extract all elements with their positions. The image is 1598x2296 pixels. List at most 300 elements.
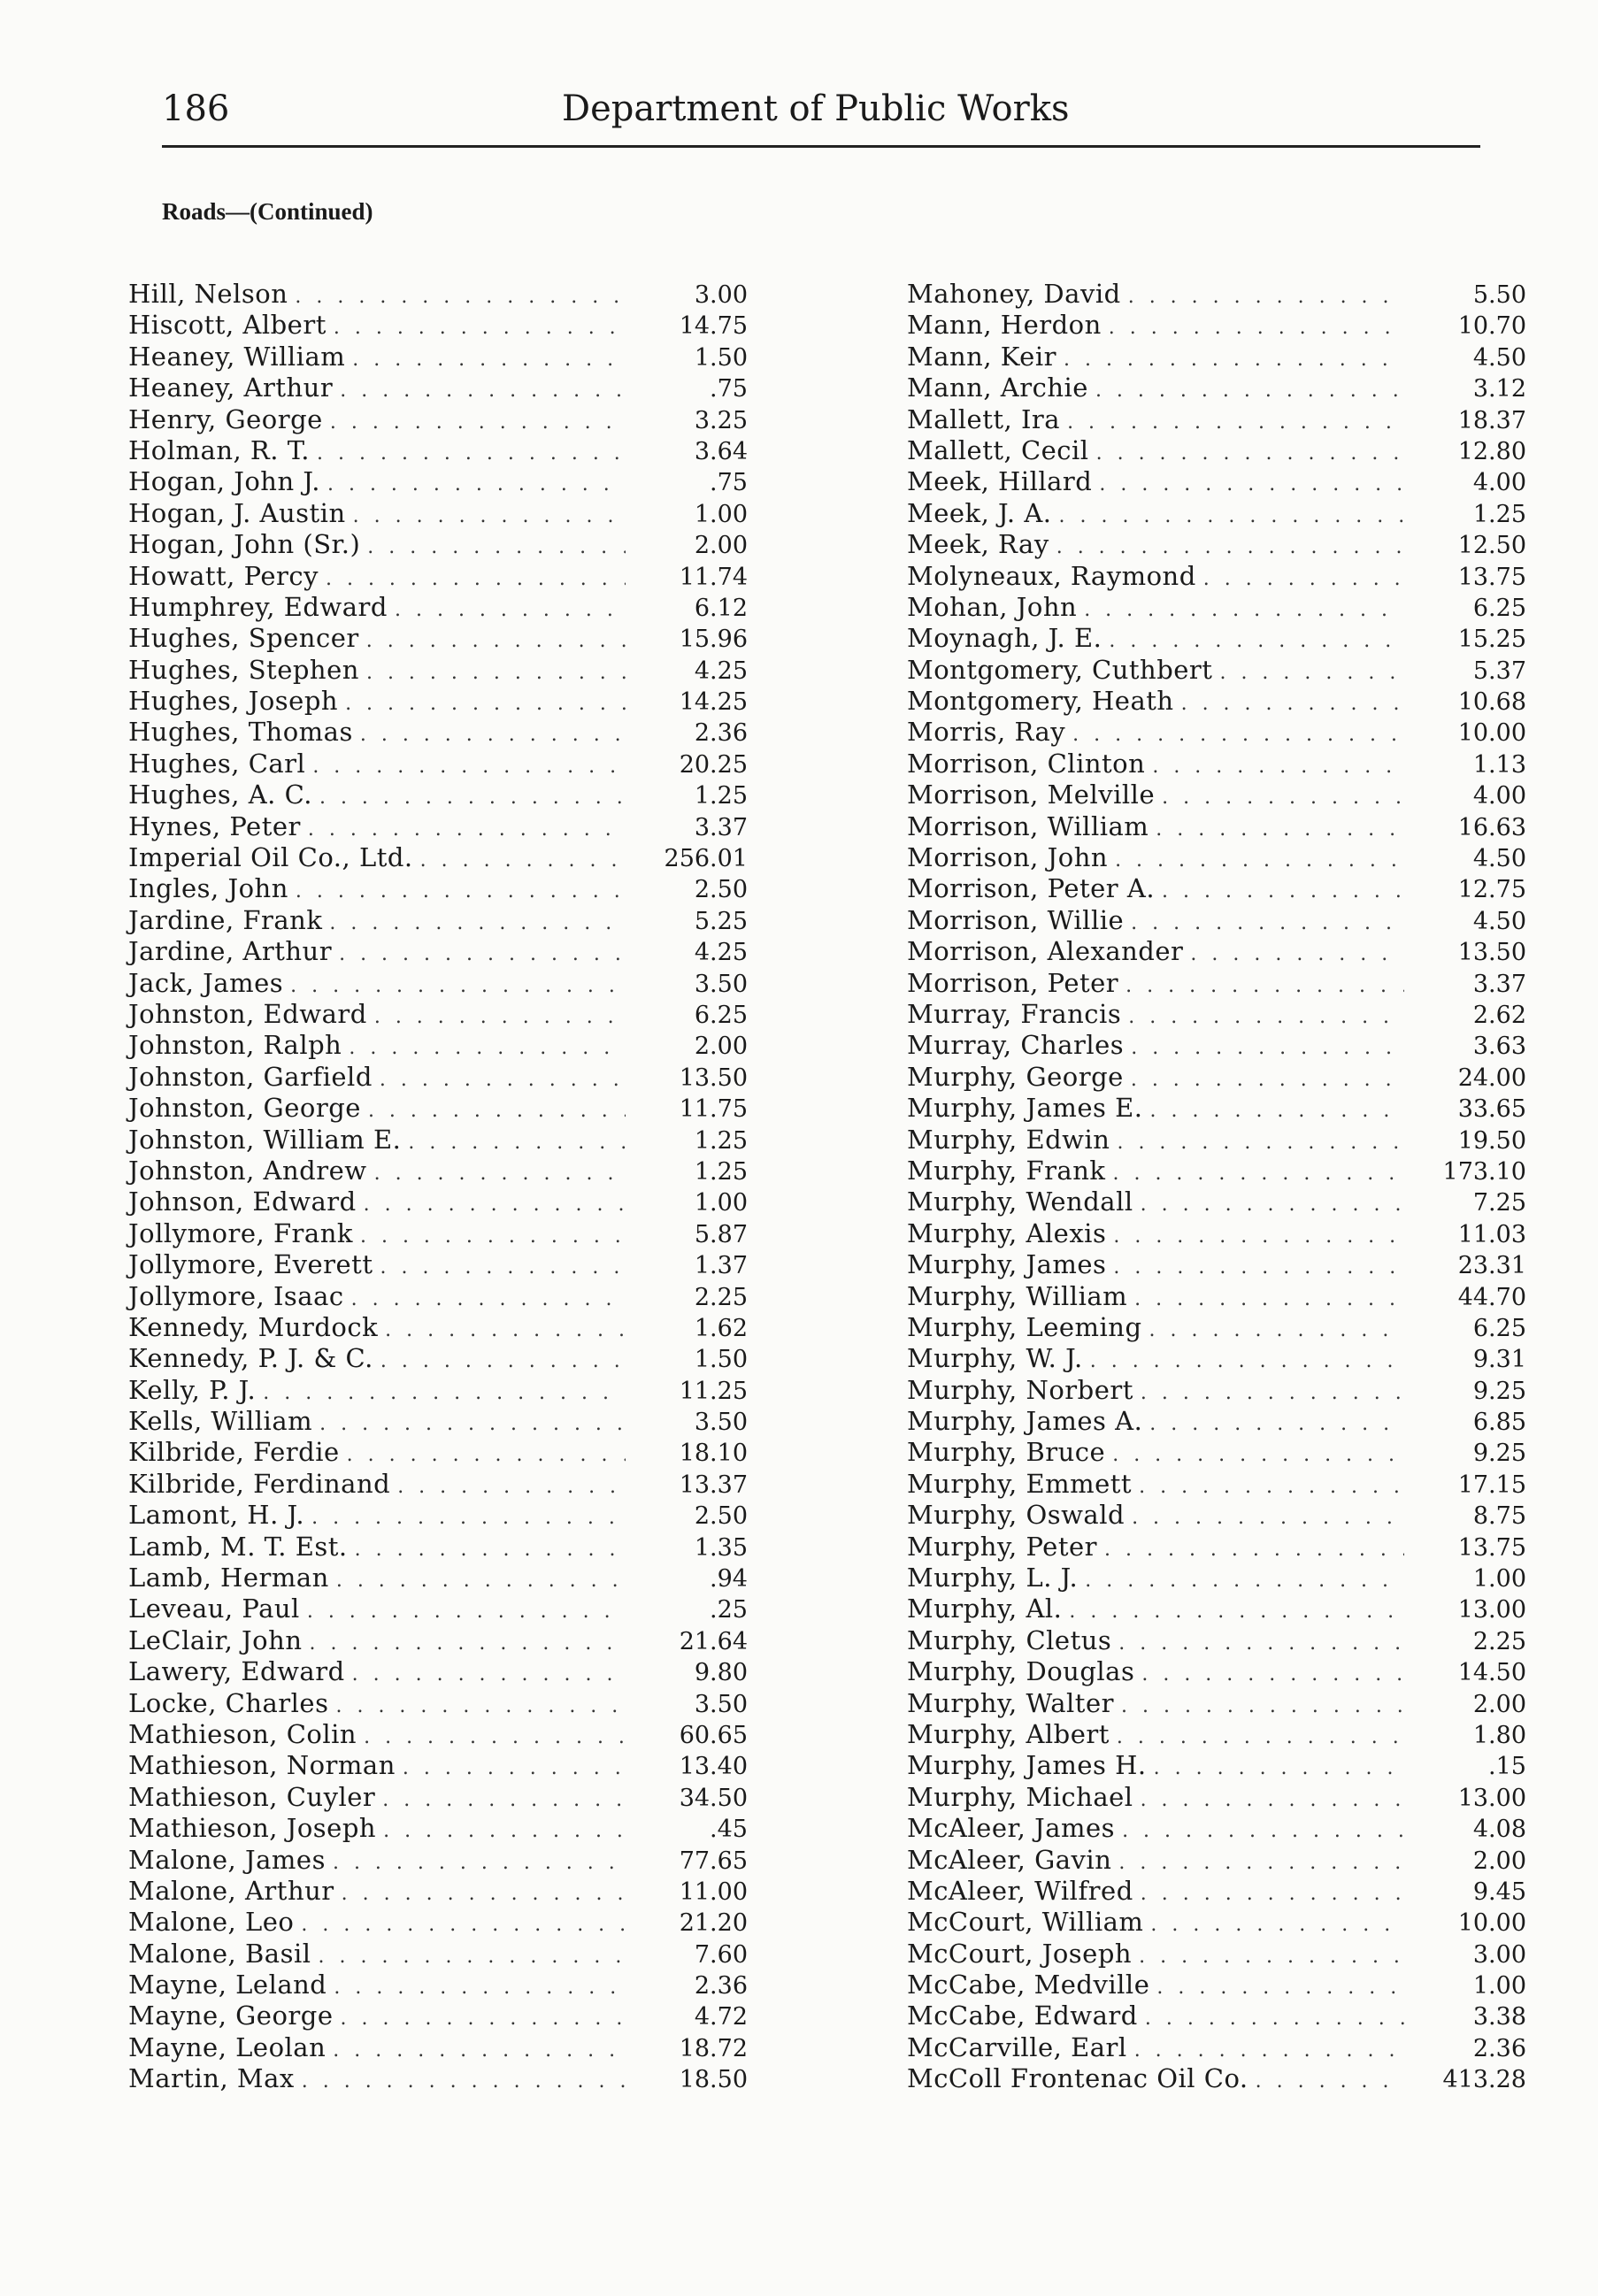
- payee-name: McAleer, Gavin: [907, 1844, 1112, 1875]
- dot-leader: [1090, 1350, 1404, 1372]
- payment-amount: 12.80: [1457, 437, 1526, 465]
- payment-amount: 2.00: [1472, 1690, 1526, 1718]
- payee-name: Malone, Basil: [128, 1938, 311, 1969]
- dot-leader: [1113, 1225, 1404, 1248]
- payment-amount: .75: [710, 375, 748, 403]
- payee-name: Montgomery, Heath: [907, 686, 1174, 717]
- list-item: [907, 1688, 1526, 1719]
- list-item: [128, 1249, 748, 1280]
- list-item: [907, 1939, 1526, 1970]
- payee-name: Morrison, Willie: [907, 904, 1125, 935]
- dot-leader: [1134, 1288, 1404, 1310]
- header-rule: [162, 145, 1480, 148]
- payee-name: Murphy, Norbert: [907, 1374, 1133, 1405]
- payee-name: Kilbride, Ferdinand: [128, 1468, 391, 1499]
- payee-name: Murphy, Bruce: [907, 1437, 1106, 1468]
- dot-leader: [301, 1914, 626, 1936]
- list-item: [128, 1532, 748, 1563]
- dot-leader: [1099, 473, 1404, 495]
- list-item: [128, 1907, 748, 1938]
- payee-name: Murray, Charles: [907, 1030, 1125, 1061]
- payee-name: Murphy, Cletus: [907, 1624, 1112, 1655]
- list-item: [907, 1062, 1526, 1093]
- list-item: [907, 2000, 1526, 2031]
- list-item: [128, 1563, 748, 1593]
- dot-leader: [385, 1319, 626, 1341]
- list-item: [128, 1125, 748, 1156]
- payment-amount: 15.25: [1457, 626, 1526, 654]
- payee-name: Morrison, Alexander: [907, 936, 1184, 967]
- list-item: [128, 1156, 748, 1186]
- dot-leader: [336, 1570, 626, 1592]
- dot-leader: [1219, 662, 1404, 684]
- dot-leader: [397, 1476, 626, 1498]
- list-item: [907, 1907, 1526, 1938]
- dot-leader: [1128, 1006, 1404, 1028]
- payee-name: Murphy, Alexis: [907, 1217, 1107, 1248]
- payee-name: Humphrey, Edward: [128, 591, 388, 622]
- payment-amount: 13.00: [1457, 1596, 1526, 1624]
- payee-name: Meek, Ray: [907, 529, 1049, 560]
- list-item: [128, 1312, 748, 1343]
- payee-name: Malone, Arthur: [128, 1875, 334, 1906]
- payment-amount: .25: [710, 1596, 748, 1624]
- payee-name: Murphy, Leeming: [907, 1311, 1142, 1342]
- dot-leader: [339, 943, 626, 965]
- payee-name: Meek, Hillard: [907, 466, 1093, 497]
- payment-amount: 2.25: [1472, 1627, 1526, 1655]
- payment-amount: 18.37: [1457, 406, 1526, 434]
- list-item: [128, 1437, 748, 1468]
- payment-amount: 3.50: [694, 970, 748, 998]
- dot-leader: [1118, 1852, 1404, 1874]
- payee-name: Hughes, Joseph: [128, 686, 339, 717]
- dot-leader: [1113, 1256, 1404, 1279]
- payee-name: LeClair, John: [128, 1624, 303, 1655]
- dot-leader: [1104, 1539, 1404, 1561]
- payee-name: Murphy, James E.: [907, 1093, 1143, 1124]
- dot-leader: [1128, 286, 1404, 308]
- dot-leader: [345, 693, 626, 715]
- list-item: [128, 1688, 748, 1719]
- payee-name: Hogan, J. Austin: [128, 497, 346, 528]
- dot-leader: [366, 630, 626, 652]
- payment-amount: 2.00: [694, 532, 748, 560]
- list-item: [907, 1218, 1526, 1249]
- payment-amount: 10.68: [1457, 688, 1526, 717]
- list-item: [907, 1375, 1526, 1406]
- dot-leader: [1115, 849, 1404, 872]
- dot-leader: [311, 1507, 626, 1529]
- list-item: [907, 1500, 1526, 1531]
- dot-leader: [335, 1695, 626, 1717]
- payment-amount: 77.65: [679, 1847, 748, 1875]
- dot-leader: [1141, 1663, 1404, 1686]
- dot-leader: [1132, 1507, 1404, 1529]
- list-item: [907, 1125, 1526, 1156]
- list-item: [907, 968, 1526, 999]
- list-item: [128, 779, 748, 810]
- right-column: [907, 279, 1526, 2095]
- payment-amount: 11.74: [679, 563, 748, 591]
- payment-amount: 2.50: [694, 1502, 748, 1531]
- payment-amount: 3.00: [1472, 1940, 1526, 1969]
- dot-leader: [1256, 2070, 1404, 2093]
- dot-leader: [1139, 1946, 1404, 1968]
- payee-name: Hughes, Carl: [128, 748, 306, 779]
- payment-amount: 1.13: [1472, 750, 1526, 779]
- list-item: [907, 1719, 1526, 1750]
- payment-amount: 4.25: [694, 657, 748, 685]
- payment-amount: 1.00: [1472, 1972, 1526, 2000]
- dot-leader: [349, 1037, 626, 1059]
- payee-name: Montgomery, Cuthbert: [907, 654, 1213, 685]
- list-item: [907, 498, 1526, 529]
- list-item: [128, 342, 748, 372]
- dot-leader: [1149, 1413, 1404, 1435]
- payee-name: Kennedy, P. J. & C.: [128, 1343, 373, 1374]
- list-item: [128, 623, 748, 654]
- payment-amount: 3.50: [694, 1690, 748, 1718]
- payee-name: Mayne, Leland: [128, 1970, 327, 2000]
- payee-name: Kilbride, Ferdie: [128, 1437, 340, 1468]
- list-item: [128, 1719, 748, 1750]
- dot-leader: [1141, 1194, 1404, 1216]
- payment-amount: 10.00: [1457, 1909, 1526, 1938]
- payee-name: Hughes, Stephen: [128, 654, 359, 685]
- dot-leader: [1154, 1757, 1404, 1779]
- payment-amount: 13.00: [1457, 1784, 1526, 1812]
- list-item: [128, 968, 748, 999]
- list-item: [128, 1970, 748, 2000]
- payment-amount: 13.75: [1457, 1533, 1526, 1562]
- payee-name: Hughes, Spencer: [128, 623, 359, 654]
- dot-leader: [1203, 568, 1404, 590]
- payment-amount: 8.75: [1472, 1502, 1526, 1531]
- dot-leader: [1121, 1695, 1404, 1717]
- dot-leader: [308, 818, 626, 841]
- payment-amount: 1.25: [694, 1126, 748, 1155]
- dot-leader: [1109, 630, 1404, 652]
- payment-amount: 2.36: [694, 719, 748, 748]
- dot-leader: [341, 2008, 626, 2030]
- list-item: [907, 1030, 1526, 1061]
- list-item: [907, 2063, 1526, 2094]
- payment-amount: 6.25: [694, 1001, 748, 1029]
- payee-name: Murphy, Walter: [907, 1687, 1114, 1718]
- payment-amount: 1.25: [694, 782, 748, 810]
- dot-leader: [329, 912, 626, 934]
- list-item: [128, 1281, 748, 1312]
- list-item: [907, 1656, 1526, 1687]
- payment-amount: 5.25: [694, 907, 748, 935]
- dot-leader: [1084, 599, 1404, 621]
- payment-amount: 3.37: [694, 813, 748, 841]
- page-title: Department of Public Works: [562, 88, 1070, 129]
- dot-leader: [380, 1069, 626, 1091]
- payment-amount: 5.37: [1472, 657, 1526, 685]
- dot-leader: [1141, 1382, 1404, 1404]
- payment-amount: 14.25: [679, 688, 748, 717]
- dot-leader: [1141, 1789, 1404, 1811]
- list-item: [907, 686, 1526, 717]
- list-item: [907, 1563, 1526, 1593]
- dot-leader: [1072, 724, 1404, 746]
- payee-name: Mayne, Leolan: [128, 2031, 327, 2062]
- list-item: [128, 1343, 748, 1374]
- list-item: [907, 1312, 1526, 1343]
- payment-amount: 2.25: [694, 1283, 748, 1311]
- payee-name: Morrison, William: [907, 810, 1149, 841]
- payee-name: Morrison, Melville: [907, 779, 1156, 810]
- payment-amount: 1.25: [1472, 500, 1526, 528]
- list-item: [907, 1813, 1526, 1844]
- payee-name: Jack, James: [128, 967, 284, 998]
- dot-leader: [364, 1194, 626, 1216]
- payment-amount: 15.96: [679, 626, 748, 654]
- list-item: [907, 811, 1526, 842]
- payment-amount: 3.00: [694, 281, 748, 309]
- dot-leader: [296, 880, 626, 902]
- dot-leader: [1131, 1069, 1404, 1091]
- list-item: [128, 749, 748, 779]
- dot-leader: [382, 1789, 626, 1811]
- list-item: [907, 873, 1526, 904]
- payee-name: McAleer, James: [907, 1813, 1116, 1844]
- list-item: [907, 279, 1526, 310]
- payment-amount: 34.50: [679, 1784, 748, 1812]
- payee-name: Mallett, Ira: [907, 403, 1061, 434]
- payment-amount: .94: [710, 1565, 748, 1593]
- payment-amount: 2.62: [1472, 1001, 1526, 1029]
- list-item: [907, 1970, 1526, 2000]
- payee-name: Kells, William: [128, 1406, 313, 1437]
- list-item: [907, 655, 1526, 686]
- payment-amount: 3.64: [694, 437, 748, 465]
- payee-name: Howatt, Percy: [128, 560, 319, 591]
- payment-amount: 11.75: [679, 1095, 748, 1124]
- payee-name: Mahoney, David: [907, 279, 1121, 309]
- payee-name: Murphy, James: [907, 1249, 1107, 1280]
- list-item: [907, 435, 1526, 466]
- dot-leader: [327, 473, 626, 495]
- list-item: [907, 372, 1526, 403]
- dot-leader: [367, 536, 626, 558]
- list-item: [907, 310, 1526, 341]
- dot-leader: [1112, 1444, 1404, 1466]
- payee-name: Johnston, Garfield: [128, 1061, 373, 1092]
- dot-leader: [310, 1632, 626, 1655]
- payment-amount: 3.12: [1472, 375, 1526, 403]
- dot-leader: [330, 411, 626, 434]
- list-item: [128, 1593, 748, 1624]
- payment-amount: 14.75: [679, 312, 748, 341]
- payee-name: Mathieson, Cuyler: [128, 1781, 376, 1812]
- dot-leader: [1131, 912, 1404, 934]
- payee-name: Murphy, Frank: [907, 1155, 1106, 1186]
- payment-amount: 44.70: [1457, 1283, 1526, 1311]
- dot-leader: [1150, 1914, 1404, 1936]
- dot-leader: [395, 599, 626, 621]
- payee-name: Murphy, Peter: [907, 1531, 1097, 1562]
- list-item: [128, 936, 748, 967]
- list-item: [907, 1876, 1526, 1907]
- list-item: [907, 466, 1526, 497]
- dot-leader: [374, 1006, 626, 1028]
- payee-name: Hiscott, Albert: [128, 310, 327, 341]
- payee-name: Mann, Keir: [907, 341, 1056, 372]
- payee-name: Johnson, Edward: [128, 1186, 357, 1217]
- payee-name: Mathieson, Norman: [128, 1750, 396, 1781]
- payee-name: Hill, Nelson: [128, 279, 288, 309]
- list-item: [128, 404, 748, 435]
- dot-leader: [1134, 2039, 1404, 2062]
- dot-leader: [1067, 411, 1404, 434]
- list-item: [128, 435, 748, 466]
- dot-leader: [1152, 756, 1404, 778]
- list-item: [907, 1156, 1526, 1186]
- payee-name: Murphy, James A.: [907, 1406, 1143, 1437]
- payment-amount: 12.75: [1457, 876, 1526, 904]
- dot-leader: [319, 787, 626, 809]
- payee-name: Heaney, Arthur: [128, 372, 334, 403]
- list-item: [907, 1093, 1526, 1124]
- payment-amount: 4.08: [1472, 1816, 1526, 1844]
- dot-leader: [334, 1977, 626, 1999]
- payee-name: Johnston, Andrew: [128, 1155, 367, 1186]
- payment-amount: 11.25: [679, 1377, 748, 1405]
- dot-leader: [364, 1726, 626, 1748]
- payment-amount: 256.01: [664, 845, 748, 873]
- dot-leader: [1117, 1132, 1404, 1154]
- payee-name: Murphy, William: [907, 1280, 1128, 1311]
- payee-name: Hynes, Peter: [128, 810, 301, 841]
- dot-leader: [1069, 1601, 1404, 1623]
- list-item: [128, 592, 748, 623]
- payment-amount: 3.38: [1472, 2003, 1526, 2031]
- dot-leader: [420, 849, 626, 872]
- payment-amount: 14.50: [1457, 1659, 1526, 1687]
- payee-name: Leveau, Paul: [128, 1593, 300, 1624]
- dot-leader: [1122, 1820, 1404, 1842]
- payment-amount: 21.20: [679, 1909, 748, 1938]
- dot-leader: [1059, 505, 1405, 527]
- dot-leader: [408, 1132, 626, 1154]
- payee-name: Murphy, Emmett: [907, 1468, 1133, 1499]
- payment-amount: .15: [1488, 1753, 1526, 1781]
- payment-amount: 18.50: [679, 2066, 748, 2094]
- payee-name: Moynagh, J. E.: [907, 623, 1102, 654]
- dot-leader: [1141, 1883, 1404, 1905]
- payment-amount: 2.36: [1472, 2034, 1526, 2062]
- list-item: [907, 1437, 1526, 1468]
- list-item: [907, 1845, 1526, 1876]
- list-item: [128, 1750, 748, 1781]
- dot-leader: [302, 2070, 626, 2093]
- payee-name: Murphy, James H.: [907, 1750, 1147, 1781]
- list-item: [907, 1249, 1526, 1280]
- payment-amount: 17.15: [1457, 1471, 1526, 1499]
- payee-name: Murphy, Wendall: [907, 1186, 1133, 1217]
- list-item: [128, 1876, 748, 1907]
- payment-amount: .45: [710, 1816, 748, 1844]
- list-item: [128, 1186, 748, 1217]
- payment-amount: 413.28: [1442, 2066, 1526, 2094]
- list-item: [907, 1782, 1526, 1813]
- dot-leader: [1145, 2008, 1404, 2030]
- payment-amount: 1.00: [694, 500, 748, 528]
- payee-name: Hughes, Thomas: [128, 717, 353, 748]
- payee-name: Hogan, John (Sr.): [128, 529, 361, 560]
- payment-amount: 4.50: [1472, 845, 1526, 873]
- payment-amount: 18.72: [679, 2034, 748, 2062]
- payee-name: Kelly, P. J.: [128, 1374, 257, 1405]
- payment-amount: 18.10: [679, 1440, 748, 1468]
- payee-name: Mann, Archie: [907, 372, 1088, 403]
- payee-name: Mann, Herdon: [907, 310, 1102, 341]
- payment-amount: 11.03: [1457, 1220, 1526, 1248]
- payment-amount: 60.65: [679, 1721, 748, 1749]
- payment-amount: 24.00: [1457, 1064, 1526, 1092]
- payment-amount: 4.25: [694, 939, 748, 967]
- payee-name: Hogan, John J.: [128, 466, 320, 497]
- list-item: [907, 1186, 1526, 1217]
- payee-name: Mallett, Cecil: [907, 434, 1089, 465]
- payment-amount: 3.25: [694, 406, 748, 434]
- payee-name: Murphy, George: [907, 1061, 1124, 1092]
- dot-leader: [1085, 1570, 1404, 1592]
- list-item: [907, 623, 1526, 654]
- list-item: [907, 936, 1526, 967]
- payment-amount: 9.25: [1472, 1377, 1526, 1405]
- list-item: [128, 1939, 748, 1970]
- list-item: [128, 1845, 748, 1876]
- dot-leader: [353, 505, 626, 527]
- dot-leader: [1139, 1476, 1404, 1498]
- payment-amount: 2.00: [694, 1033, 748, 1061]
- payee-name: Murphy, Michael: [907, 1781, 1133, 1812]
- payment-amount: 4.00: [1472, 469, 1526, 497]
- dot-leader: [1096, 442, 1404, 465]
- payee-name: McColl Frontenac Oil Co.: [907, 2063, 1248, 2094]
- payee-name: Henry, George: [128, 403, 323, 434]
- payment-amount: 3.63: [1472, 1033, 1526, 1061]
- payment-amount: 9.80: [694, 1659, 748, 1687]
- payee-name: Holman, R. T.: [128, 434, 310, 465]
- list-item: [128, 873, 748, 904]
- payee-name: Jollymore, Frank: [128, 1217, 353, 1248]
- payment-amount: 20.25: [679, 750, 748, 779]
- dot-leader: [1156, 1977, 1404, 1999]
- payee-name: Johnston, Edward: [128, 998, 367, 1029]
- list-item: [907, 905, 1526, 936]
- list-item: [907, 842, 1526, 873]
- payment-amount: 11.00: [679, 1877, 748, 1906]
- payee-name: Murphy, Al.: [907, 1593, 1063, 1624]
- list-item: [907, 779, 1526, 810]
- payment-amount: 4.50: [1472, 907, 1526, 935]
- dot-leader: [319, 1413, 626, 1435]
- list-item: [128, 655, 748, 686]
- payment-amount: 16.63: [1457, 813, 1526, 841]
- list-item: [128, 561, 748, 592]
- payment-amount: 2.36: [694, 1972, 748, 2000]
- page-number: 186: [162, 88, 230, 129]
- dot-leader: [326, 568, 626, 590]
- payment-amount: 2.50: [694, 876, 748, 904]
- dot-leader: [340, 380, 626, 402]
- payment-amount: 19.50: [1457, 1126, 1526, 1155]
